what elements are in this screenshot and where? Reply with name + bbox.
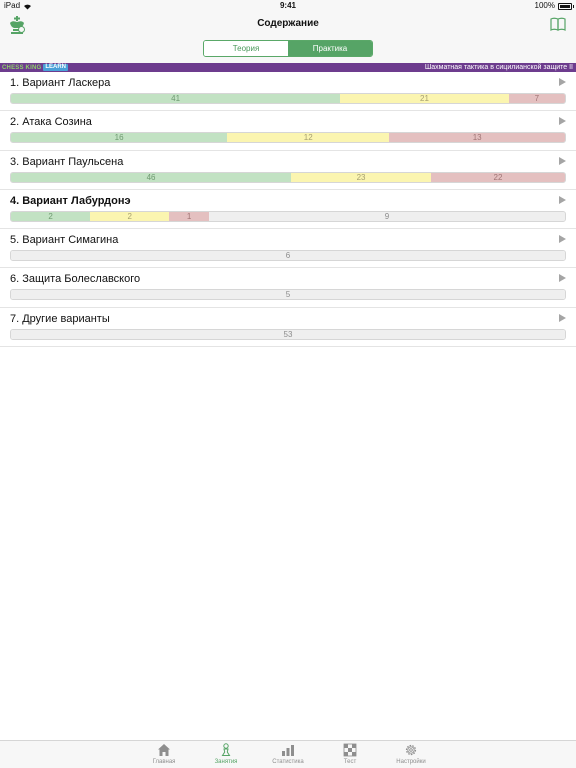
- progress-segment-grey: 6: [11, 251, 565, 260]
- chapter-row[interactable]: [0, 151, 576, 190]
- bar-chart-icon: [263, 743, 313, 757]
- progress-segment-yellow: 23: [291, 173, 431, 182]
- chessboard-icon: [325, 743, 375, 757]
- gear-icon: [386, 743, 436, 757]
- course-title: Шахматная тактика в сицилианской защите II: [424, 64, 573, 71]
- chapter-row[interactable]: [0, 72, 576, 111]
- progress-segment-red: 22: [431, 173, 565, 182]
- progress-bar: [10, 250, 566, 261]
- chapter-title: 3. Вариант Паульсена: [10, 155, 124, 168]
- book-icon[interactable]: [550, 16, 566, 32]
- chapter-title: 6. Защита Болеславского: [10, 273, 141, 286]
- segment-theory[interactable]: Теория: [204, 41, 288, 56]
- progress-segment-grey: 53: [11, 330, 565, 339]
- tab-pawn[interactable]: [201, 743, 251, 765]
- progress-segment-yellow: 2: [90, 212, 169, 221]
- chapter-row[interactable]: [0, 229, 576, 268]
- status-time: 9:41: [279, 1, 296, 10]
- progress-segment-red: 7: [509, 94, 565, 103]
- play-arrow-icon[interactable]: [559, 196, 566, 204]
- chapter-title: 1. Вариант Ласкера: [10, 77, 111, 89]
- tab-bar-chart[interactable]: [263, 743, 313, 765]
- device-name: iPad: [4, 1, 21, 10]
- banner-logo-learn: LEARN: [45, 64, 67, 70]
- course-banner: [0, 63, 576, 72]
- banner-logo-chess: CHESS KING: [2, 64, 42, 71]
- progress-segment-grey: 5: [11, 290, 565, 299]
- tab-home[interactable]: [139, 743, 189, 765]
- progress-segment-green: 46: [11, 173, 291, 182]
- progress-segment-green: 41: [11, 94, 340, 103]
- theory-practice-segmented-control: [203, 40, 373, 57]
- progress-segment-green: 2: [11, 212, 90, 221]
- chapter-title: 7. Другие варианты: [10, 312, 110, 325]
- progress-bar: [10, 93, 566, 104]
- play-arrow-icon[interactable]: [559, 235, 566, 243]
- progress-segment-red: 1: [169, 212, 209, 221]
- tab-label: Занятия: [214, 759, 238, 765]
- tab-label: Тест: [343, 759, 357, 765]
- tab-label: Настройки: [396, 759, 426, 765]
- progress-bar: [10, 211, 566, 222]
- progress-bar: [10, 172, 566, 183]
- battery-percent: 100%: [534, 1, 555, 10]
- progress-segment-red: 13: [389, 133, 565, 142]
- tab-chessboard[interactable]: [325, 743, 375, 765]
- page-title: Содержание: [257, 18, 319, 29]
- chapter-row[interactable]: [0, 111, 576, 150]
- navigation-bar: [0, 12, 576, 64]
- progress-bar: [10, 132, 566, 143]
- play-arrow-icon[interactable]: [559, 274, 566, 282]
- progress-segment-yellow: 12: [227, 133, 389, 142]
- home-icon: [139, 743, 189, 757]
- play-arrow-icon[interactable]: [559, 314, 566, 322]
- play-arrow-icon[interactable]: [559, 78, 566, 86]
- progress-bar: [10, 329, 566, 340]
- chapter-title: 2. Атака Созина: [10, 116, 92, 129]
- chapter-title: 5. Вариант Симагина: [10, 234, 119, 247]
- chapter-row[interactable]: [0, 268, 576, 307]
- chapter-list: [0, 72, 576, 347]
- pawn-icon: [201, 743, 251, 757]
- battery-icon: [558, 3, 572, 10]
- play-arrow-icon[interactable]: [559, 117, 566, 125]
- tab-gear[interactable]: [386, 743, 436, 765]
- progress-bar: [10, 289, 566, 300]
- status-right: [535, 0, 572, 12]
- tab-label: Статистика: [272, 759, 304, 765]
- progress-segment-green: 16: [11, 133, 227, 142]
- progress-segment-grey: 9: [209, 212, 565, 221]
- tab-label: Главная: [152, 759, 176, 765]
- status-bar: [0, 0, 576, 12]
- play-arrow-icon[interactable]: [559, 157, 566, 165]
- chapter-title: 4. Вариант Лабурдонэ: [10, 194, 131, 207]
- progress-segment-yellow: 21: [340, 94, 509, 103]
- chapter-row[interactable]: [0, 308, 576, 347]
- chess-king-learn-logo: [2, 63, 68, 72]
- segment-practice[interactable]: Практика: [288, 41, 372, 56]
- tab-bar: [0, 740, 576, 768]
- chapter-row[interactable]: [0, 190, 576, 229]
